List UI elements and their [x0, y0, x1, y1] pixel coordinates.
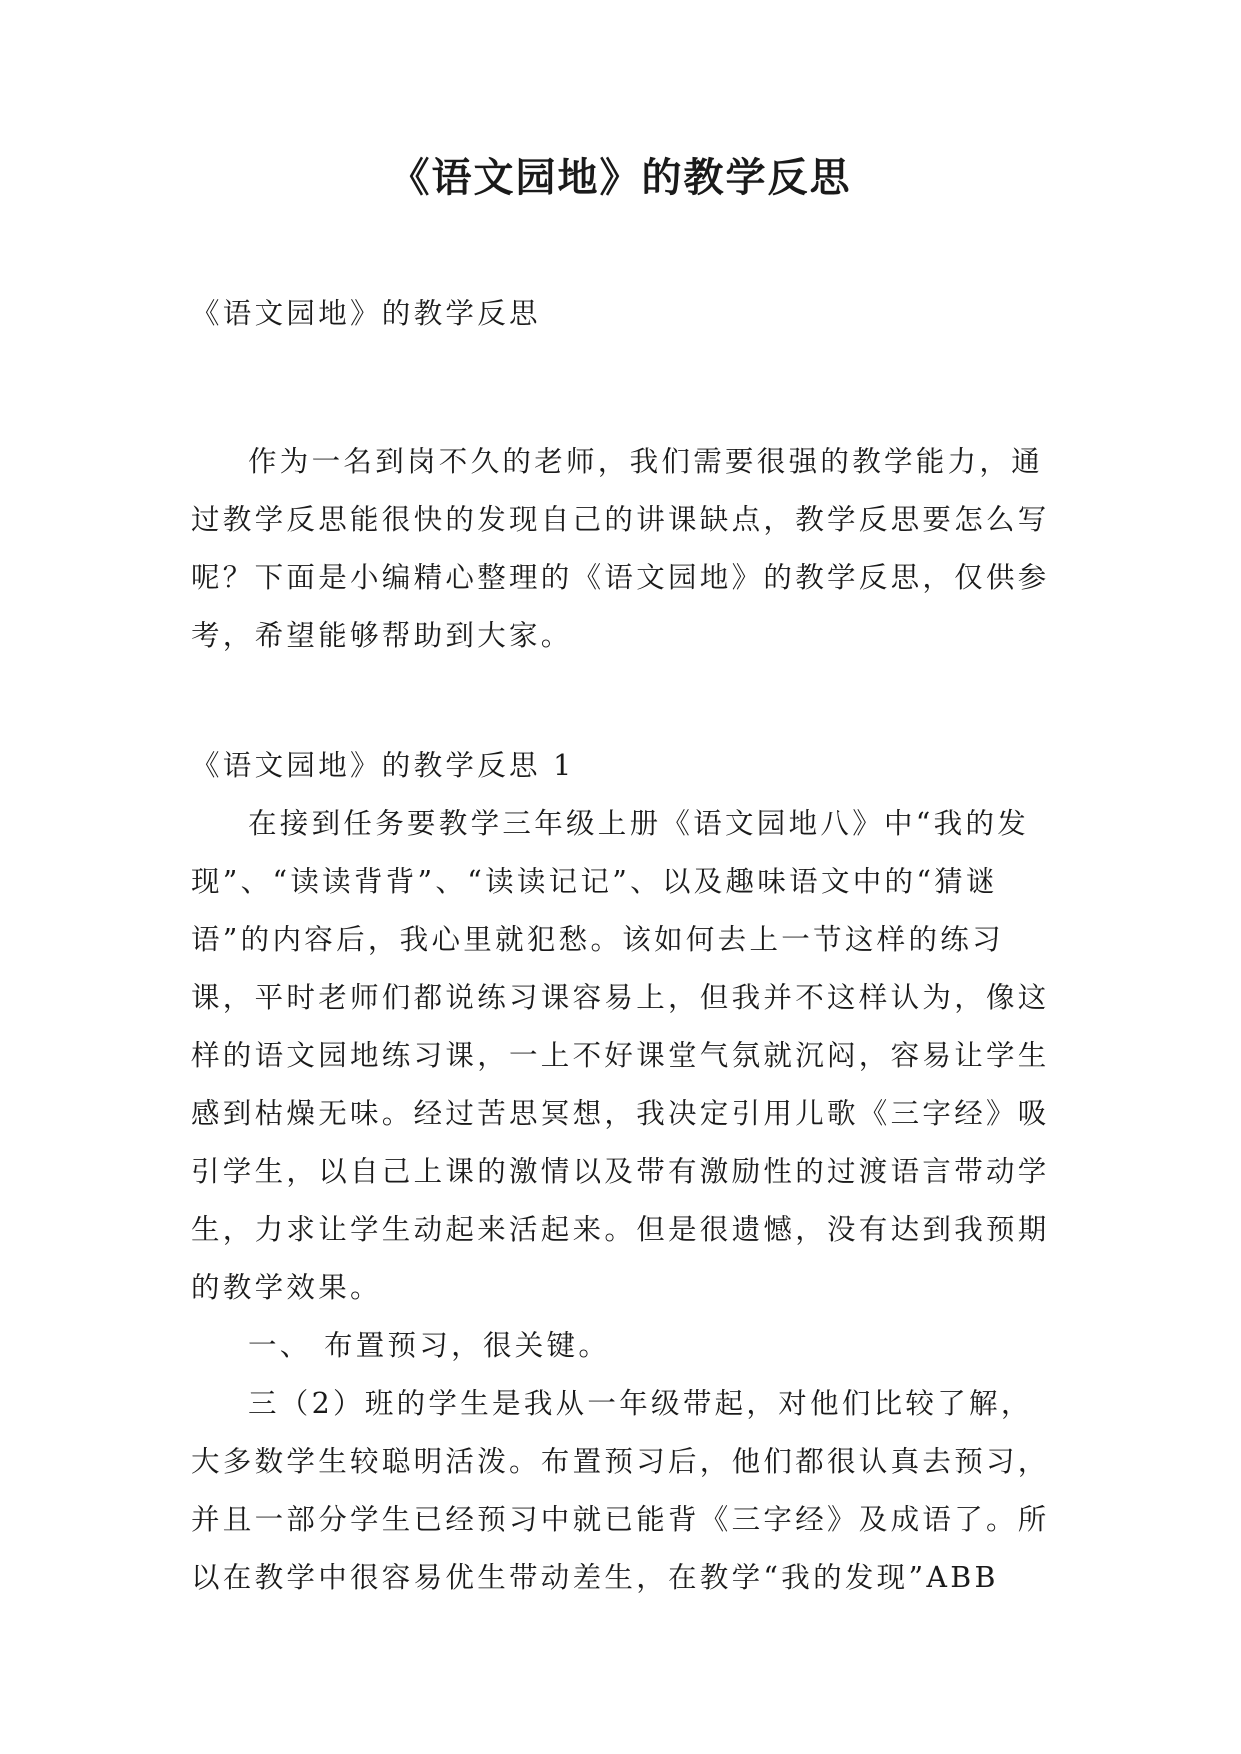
document-title: 《语文园地》的教学反思 [389, 154, 852, 201]
spacer [191, 665, 1051, 737]
intro-paragraph: 作为一名到岗不久的老师，我们需要很强的教学能力，通过教学反思能很快的发现自己的讲课缺点，教学反思要怎么写呢？下面是小编精心整理的《语文园地》的教学反思，仅供参考，希望能够帮助到大家。 [191, 445, 1050, 652]
body-paragraph: 三（2）班的学生是我从一年级带起，对他们比较了解，大多数学生较聪明活泼。布置预习后，他们都很认真去预习，并且一部分学生已经预习中就已能背《三字经》及成语了。所以在教学中很容易优生带动差生，在教学“我的发现”ABB [191, 1387, 1050, 1594]
section-heading: 《语文园地》的教学反思 1 [191, 749, 575, 782]
body-paragraph: 在接到任务要教学三年级上册《语文园地八》中“我的发现”、“读读背背”、“读读记记”、以及趣味语文中的“猜谜语”的内容后，我心里就犯愁。该如何去上一节这样的练习课，平时老师们都说练习课容易上，但我并不这样认为，像这样的语文园地练习课，一上不好课堂气氛就沉闷，容易让学生感到枯燥无味。经过苦思冥想，我决定引用儿歌《三字经》吸引学生，以自己上课的激情以及带有激励性的过渡语言带动学生，力求让学生动起来活起来。但是很遗憾，没有达到我预期的教学效果。 [191, 807, 1050, 1304]
document-body [191, 285, 1051, 1607]
body-paragraph: 一、 布置预习，很关键。 [248, 1329, 611, 1362]
document-subtitle: 《语文园地》的教学反思 [191, 297, 541, 330]
spacer [191, 343, 1051, 433]
